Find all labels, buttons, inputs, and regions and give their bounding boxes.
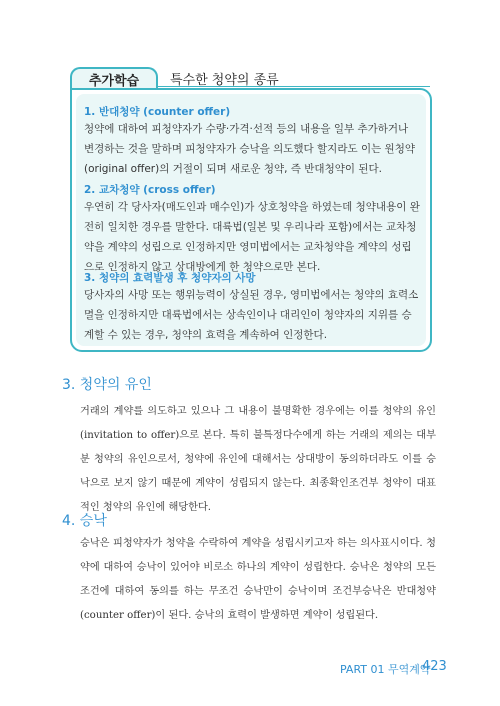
page-number: 423	[422, 659, 447, 674]
box-section-1-body: 청약에 대하여 피청약자가 수량·가격·선적 등의 내용을 일부 추가하거나 변경하는 것을 말하며 피청약자가 승낙을 의도했다 할지라도 이는 원청약(original offer)의 거절이 되며 새로운 청약, 즉 반대청약이 된다.	[84, 123, 415, 175]
section-4-heading: 4. 승낙	[62, 513, 107, 529]
box-title: 특수한 청약의 종류	[170, 73, 279, 88]
box-section-3-heading: 3. 청약의 효력발생 후 청약자의 사망	[84, 272, 256, 284]
section-3-heading: 3. 청약의 유인	[62, 377, 152, 393]
box-section-2-body: 우연히 각 당사자(매도인과 매수인)가 상호청약을 하였는데 청약내용이 완전히 일치한 경우를 말한다. 대륙법(일본 및 우리나라 포함)에서는 교차청약을 계약의 성립으로 인정하지만 영미법에서는 교차청약을 계약의 성립으로 인정하지 않고 상대방에게 한 청약으로만 본다.	[84, 201, 420, 273]
box-section-3-body: 당사자의 사망 또는 행위능력이 상실된 경우, 영미법에서는 청약의 효력소멸을 인정하지만 대륙법에서는 상속인이나 대리인이 청약자의 지위를 승계할 수 있는 경우, 청약의 효력을 계속하여 인정한다.	[84, 289, 419, 341]
box-section-2-heading: 2. 교차청약 (cross offer)	[84, 184, 216, 196]
box-section-1-heading: 1. 반대청약 (counter offer)	[84, 106, 231, 118]
title-divider	[156, 86, 430, 87]
section-3-body: 거래의 계약를 의도하고 있으나 그 내용이 불명확한 경우에는 이를 청약의 유인(invitation to offer)으로 본다. 특히 불특정다수에게 하는 거래의 제의는 대부분 청약의 유인으로서, 청약에 유인에 대해서는 상대방이 동의하더라도 이를 승낙으로 보지 않기 때문에 계약이 성립되지 않는다. 최종확인조건부 청약이 대표적인 청약의 유인에 해당한다.	[80, 406, 436, 513]
footer-part-label: PART 01 무역계약	[340, 663, 431, 676]
section-4-body: 승낙은 피청약자가 청약을 수락하여 계약을 성립시키고자 하는 의사표시이다. 청약에 대하여 승낙이 있어야 비로소 하나의 계약이 성립한다. 승낙은 청약의 모든 조건에 대하여 동의를 하는 무조건 승낙만이 승낙이며 조건부승낙은 반대청약(counter offer)이 된다. 승낙의 효력이 발생하면 계약이 성립된다.	[80, 538, 436, 621]
box-tab-label: 추가학습	[70, 67, 158, 89]
